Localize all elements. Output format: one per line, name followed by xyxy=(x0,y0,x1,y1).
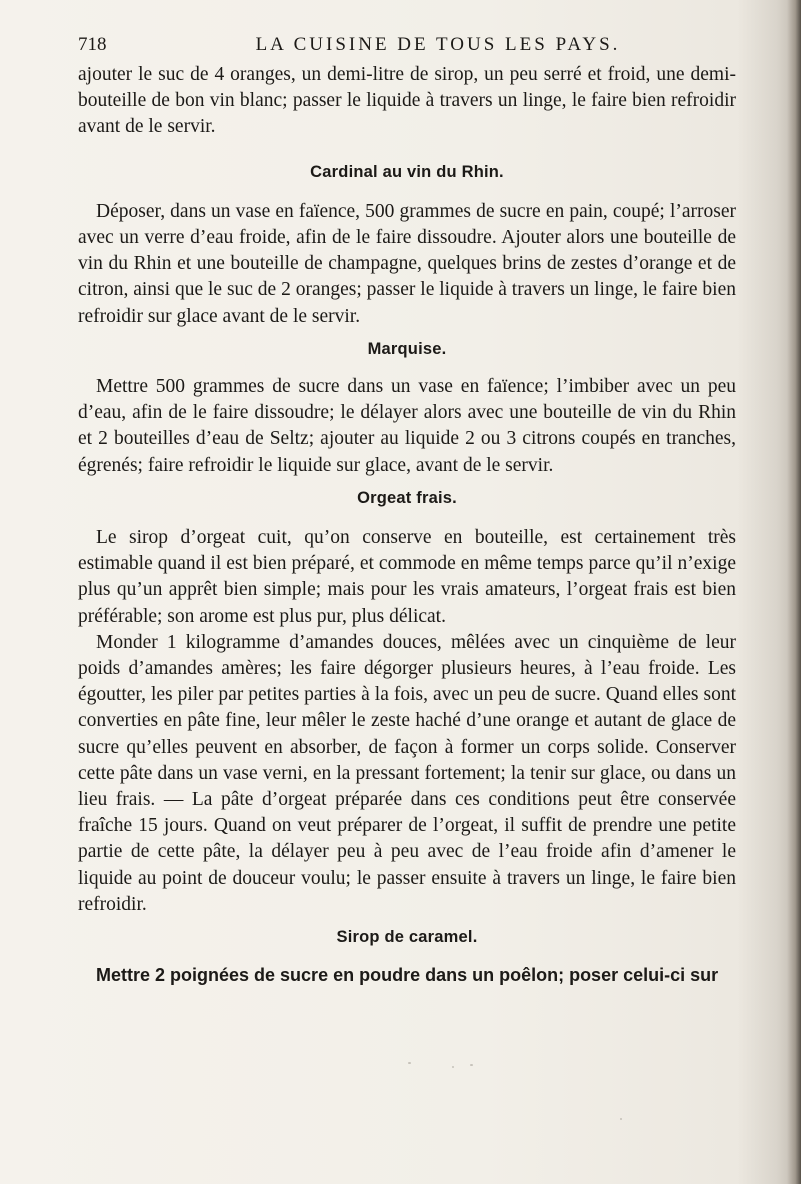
running-header xyxy=(78,34,718,58)
section-heading-sirop: Sirop de caramel. xyxy=(336,928,478,947)
paper-speck xyxy=(452,1066,454,1068)
orgeat-paragraph-2: Monder 1 kilogramme d’amandes douces, mêlées avec un cinquième de leur poids d’amandes amères; les faire dégorger plusieurs heures, à l’eau froide. Les égoutter, les piler par petites parties à la fois, avec un peu de sucre. Quand elles sont converties en pâte fine, leur mêler le zeste haché d’une orange et autant de glace de sucre qu’elles peuvent en absorber, de façon à former un corps solide. Conserver cette pâte dans un vase verni, en la pressant fortement; la tenir sur glace, ou dans un lieu frais. — La pâte d’orgeat préparée dans ces conditions peut être conservée fraîche 15 jours. Quand on veut préparer de l’orgeat, il suffit de prendre une petite partie de cette pâte, la délayer peu à peu avec de l’eau froide afin d’amener le liquide au point de douceur voulu; le passer ensuite à travers un linge, le faire bien refroidir. xyxy=(78,631,736,915)
marquise-paragraph: Mettre 500 grammes de sucre dans un vase en faïence; l’imbiber avec un peu d’eau, afin de le faire dissoudre; le délayer alors avec une bouteille de vin du Rhin et 2 bouteilles d’eau de Seltz; ajouter au liquide 2 ou 3 citrons coupés en tranches, égrenés; faire refroidir le liquide sur glace, avant de le servir. xyxy=(78,376,736,476)
paper-speck xyxy=(470,1064,473,1066)
page-edge-shadow xyxy=(787,0,801,1184)
section-heading-orgeat: Orgeat frais. xyxy=(357,488,457,507)
cardinal-paragraph: Déposer, dans un vase en faïence, 500 grammes de sucre en pain, coupé; l’arroser avec un verre d’eau froide, afin de le faire dissoudre. Ajouter alors une bouteille de vin du Rhin et une bouteille de champagne, quelques brins de zestes d’orange et de citron, ainsi que le suc de 2 oranges; passer le liquide à travers un linge, le faire bien refroidir sur glace avant de le servir. xyxy=(78,200,736,327)
running-header-title: LA CUISINE DE TOUS LES PAYS. xyxy=(255,34,621,55)
paper-speck xyxy=(408,1062,411,1064)
orgeat-paragraph-1: Le sirop d’orgeat cuit, qu’on conserve en bouteille, est certainement très estimable quand il est bien préparé, et commode en même temps parce qu’il n’exige plus qu’un apprêt bien simple; mais pour les vrais amateurs, l’orgeat frais est bien préférable; son arome est plus pur, plus délicat. xyxy=(78,527,736,627)
page-number: 718 xyxy=(78,34,107,55)
sirop-paragraph: Mettre 2 poignées de sucre en poudre dans un poêlon; poser celui-ci sur xyxy=(96,965,719,986)
section-heading-marquise: Marquise. xyxy=(367,339,447,358)
paper-speck xyxy=(620,1118,622,1120)
section-heading-cardinal: Cardinal au vin du Rhin. xyxy=(310,162,504,181)
intro-paragraph: ajouter le suc de 4 oranges, un demi-litre de sirop, un peu serré et froid, une demi-bouteille de bon vin blanc; passer le liquide à travers un linge, le faire bien refroidir avant de le servir. xyxy=(78,64,736,138)
page-body xyxy=(78,62,736,989)
